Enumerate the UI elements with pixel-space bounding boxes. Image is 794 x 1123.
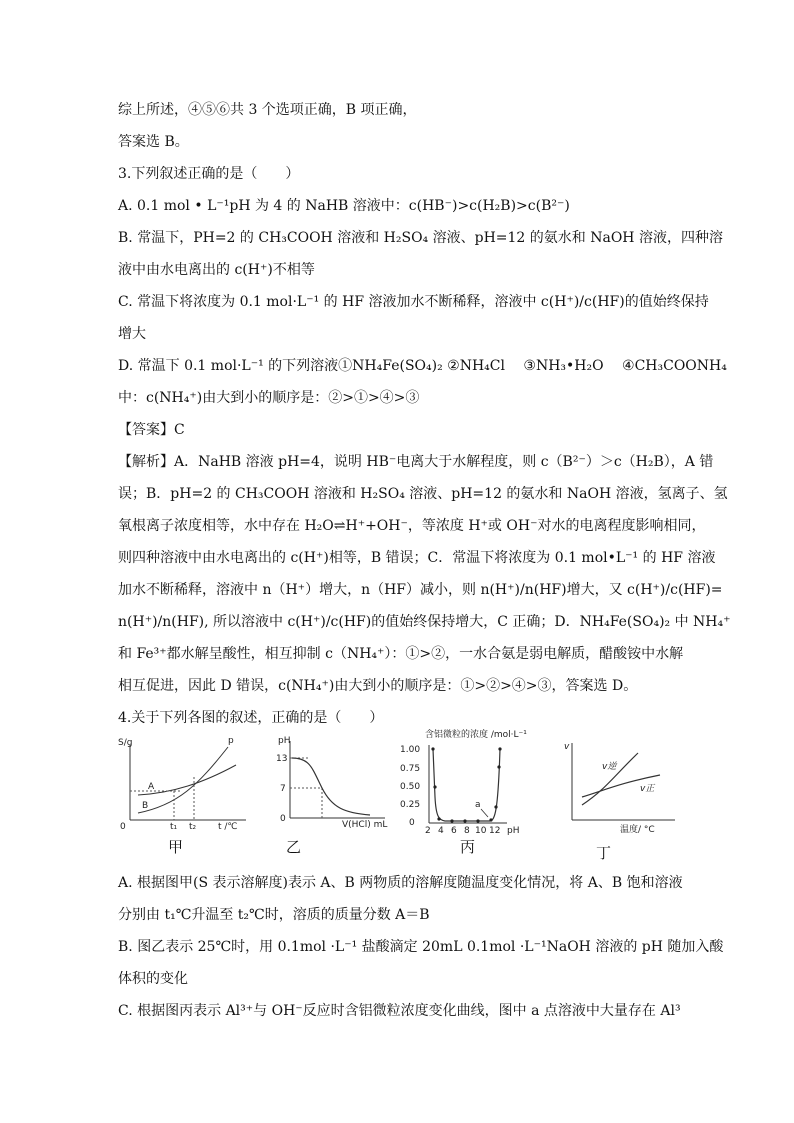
bing-title: 含铝微粒的浓度 /mol·L⁻¹ bbox=[425, 730, 527, 740]
bing-xtick-6: 6 bbox=[451, 826, 457, 836]
bing-ytick-100: 1.00 bbox=[400, 745, 421, 755]
option-3d-line2: 中：c(NH₄⁺)由大到小的顺序是：②>①>④>③ bbox=[118, 390, 420, 406]
ding-label-vrev: v逆 bbox=[602, 762, 617, 772]
yi-tick-13: 13 bbox=[276, 754, 288, 764]
analysis-line-6: n(H⁺)/n(HF), 所以溶液中 c(H⁺)/c(HF)的值始终保持增大，C 正确；D．NH₄Fe(SO₄)₂ 中 NH₄⁺ bbox=[118, 614, 731, 630]
text-line-2: 答案选 B。 bbox=[118, 134, 189, 150]
option-4b-line2: 体积的变化 bbox=[118, 971, 188, 987]
bing-ytick-075: 0.75 bbox=[400, 764, 421, 774]
jia-xlabel: t /℃ bbox=[218, 822, 238, 830]
yi-titration-curve bbox=[292, 758, 370, 815]
question-4-stem: 4.关于下列各图的叙述，正确的是（ ） bbox=[118, 710, 384, 726]
yi-xlabel: V(HCl) mL bbox=[342, 820, 388, 828]
text-line-1: 综上所述，④⑤⑥共 3 个选项正确，B 项正确， bbox=[118, 102, 417, 118]
figure-jia bbox=[118, 735, 253, 830]
yi-tick-0: 0 bbox=[280, 814, 286, 824]
bing-xlabel: pH bbox=[507, 826, 520, 836]
bing-ytick-0: 0 bbox=[409, 818, 415, 828]
yi-tick-7: 7 bbox=[280, 784, 286, 794]
ding-xlabel: 温度/ °C bbox=[620, 825, 655, 835]
jia-label-b: B bbox=[142, 801, 149, 811]
bing-ytick-025: 0.25 bbox=[400, 800, 421, 810]
jia-ylabel: S/g bbox=[118, 738, 133, 748]
option-3b-line1: B. 常温下，PH=2 的 CH₃COOH 溶液和 H₂SO₄ 溶液、pH=12 的氨水和 NaOH 溶液，四种溶 bbox=[118, 230, 723, 246]
ding-label-vfwd: v正 bbox=[640, 784, 655, 794]
option-3c-line2: 增大 bbox=[118, 326, 146, 342]
figure-jia-caption: 甲 bbox=[168, 838, 184, 856]
analysis-line-2: 误；B．pH=2 的 CH₃COOH 溶液和 H₂SO₄ 溶液、pH=12 的氨水和 NaOH 溶液，氢离子、氢 bbox=[118, 486, 728, 502]
figure-bing bbox=[395, 727, 545, 837]
bing-xtick-10: 10 bbox=[475, 826, 487, 836]
bing-xtick-12: 12 bbox=[489, 826, 501, 836]
jia-t1: t₁ bbox=[170, 822, 178, 830]
analysis-line-5: 加水不断稀释，溶液中 n（H⁺）增大，n（HF）减小，则 n(H⁺)/n(HF)增大，又 c(H⁺)/c(HF)= bbox=[118, 582, 723, 598]
answer-label: 【答案】C bbox=[118, 422, 185, 438]
question-3-stem: 3.下列叙述正确的是（ ） bbox=[118, 166, 300, 182]
jia-corner-label: p bbox=[228, 736, 234, 746]
bing-xtick-4: 4 bbox=[438, 826, 444, 836]
option-3b-line2: 液中由水电离出的 c(H⁺)不相等 bbox=[118, 262, 315, 278]
option-3a: A. 0.1 mol • L⁻¹pH 为 4 的 NaHB 溶液中：c(HB⁻)>c(H₂B)>c(B²⁻) bbox=[118, 198, 570, 214]
yi-ylabel: pH bbox=[278, 736, 291, 746]
analysis-line-7: 和 Fe³⁺都水解呈酸性，相互抑制 c（NH₄⁺）：①>②，一水合氨是弱电解质，醋酸铵中水解 bbox=[118, 646, 684, 662]
analysis-line-1: 【解析】A．NaHB 溶液 pH=4，说明 HB⁻电离大于水解程度，则 c（B²⁻）＞c（H₂B），A 错 bbox=[118, 454, 714, 470]
bing-curve bbox=[433, 749, 500, 821]
bing-xtick-8: 8 bbox=[464, 826, 470, 836]
jia-curve-a bbox=[138, 747, 228, 813]
option-4a-line1: A. 根据图甲(S 表示溶解度)表示 A、B 两物质的溶解度随温度变化情况，将 A、B 饱和溶液 bbox=[118, 875, 683, 891]
bing-xtick-2: 2 bbox=[425, 826, 431, 836]
jia-origin: 0 bbox=[120, 822, 126, 830]
jia-label-a: A bbox=[148, 782, 155, 792]
option-3d-line1: D. 常温下 0.1 mol·L⁻¹ 的下列溶液①NH₄Fe(SO₄)₂ ②NH₄Cl ③NH₃•H₂O ④CH₃COONH₄ bbox=[118, 358, 727, 374]
analysis-line-8: 相互促进，因此 D 错误，c(NH₄⁺)由大到小的顺序是：①>②>④>③，答案选 D。 bbox=[118, 678, 638, 694]
ding-curve-vrev bbox=[582, 753, 638, 805]
bing-point-a: a bbox=[475, 800, 481, 810]
figure-bing-caption: 丙 bbox=[460, 838, 476, 856]
jia-t2: t₂ bbox=[189, 822, 197, 830]
figure-yi bbox=[270, 733, 390, 828]
figure-ding-caption: 丁 bbox=[596, 844, 612, 862]
option-3c-line1: C. 常温下将浓度为 0.1 mol·L⁻¹ 的 HF 溶液加水不断稀释，溶液中 c(H⁺)/c(HF)的值始终保持 bbox=[118, 294, 709, 310]
analysis-line-4: 则四种溶液中由水电离出的 c(H⁺)相等，B 错误；C．常温下将浓度为 0.1 mol•L⁻¹ 的 HF 溶液 bbox=[118, 550, 716, 566]
option-4b-line1: B. 图乙表示 25℃时，用 0.1mol ·L⁻¹ 盐酸滴定 20mL 0.1mol ·L⁻¹NaOH 溶液的 pH 随加入酸 bbox=[118, 939, 724, 955]
ding-ylabel: v bbox=[564, 742, 570, 752]
figure-ding bbox=[560, 735, 680, 835]
figure-yi-caption: 乙 bbox=[286, 838, 302, 856]
option-4a-line2: 分别由 t₁℃升温至 t₂℃时，溶质的质量分数 A＝B bbox=[118, 907, 430, 923]
option-4c-line1: C. 根据图丙表示 Al³⁺与 OH⁻反应时含铝微粒浓度变化曲线，图中 a 点溶液中大量存在 Al³ bbox=[118, 1003, 681, 1019]
bing-ytick-050: 0.50 bbox=[400, 782, 421, 792]
analysis-line-3: 氧根离子浓度相等，水中存在 H₂O⇌H⁺+OH⁻，等浓度 H⁺或 OH⁻对水的电离程度影响相同， bbox=[118, 518, 706, 534]
